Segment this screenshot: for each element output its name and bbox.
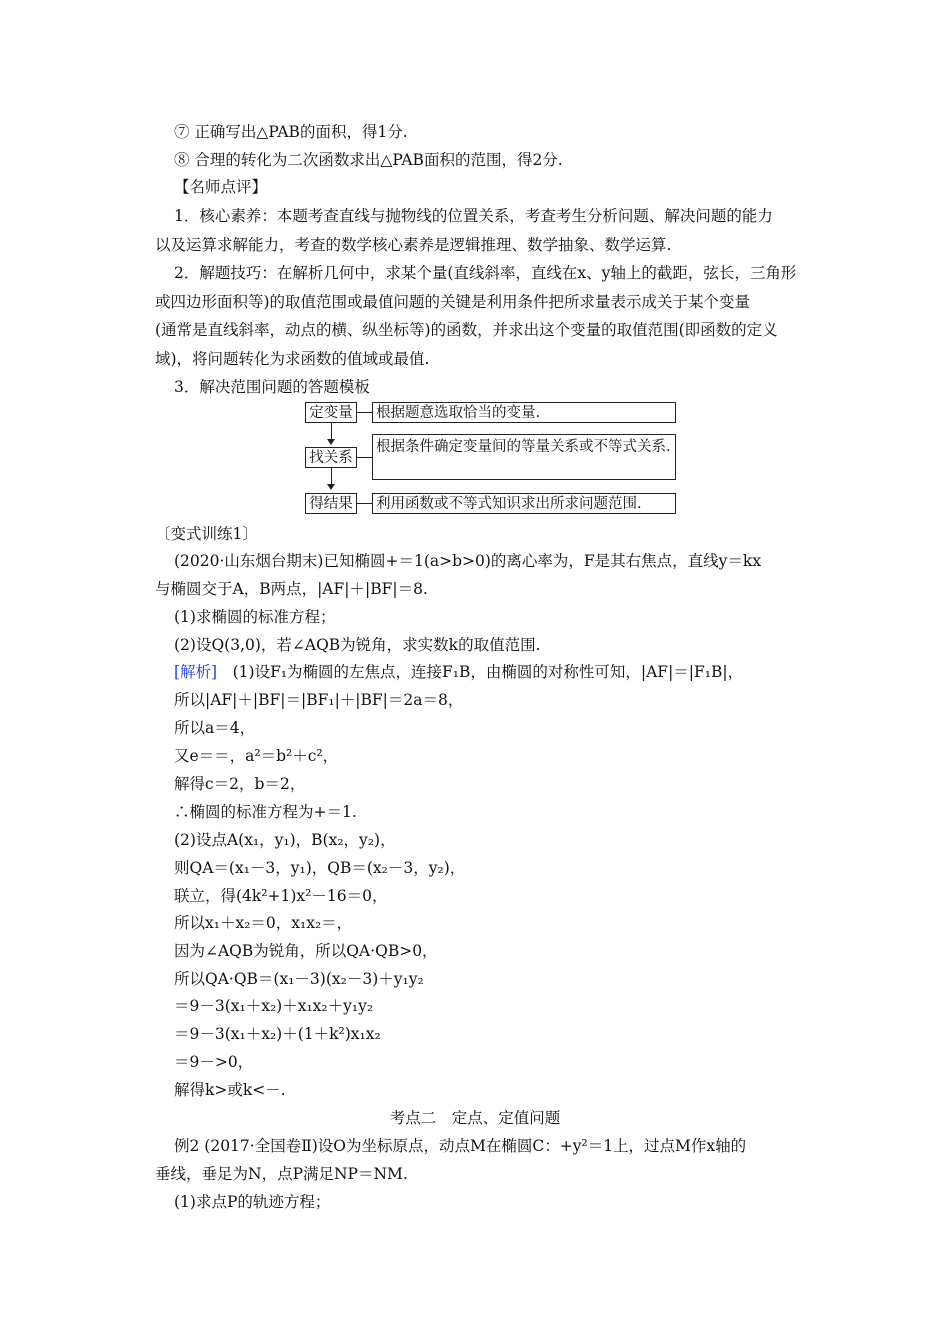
comment-1-line-1: 1．核心素养：本题考查直线与抛物线的位置关系，考查考生分析问题、解决问题的能力 [174,207,773,225]
flow-desc-define-variable: 根据题意选取恰当的变量. [372,402,676,423]
solution-line-4: 又e＝＝，a²＝b²＋c²， [174,747,339,765]
down-arrow-icon [327,484,335,490]
flow-step-get-result: 得结果 [305,493,357,514]
solution-line-14: ＝9－3(x₁＋x₂)＋(1＋k²)x₁x₂ [174,1025,381,1043]
example-2-part-1: (1)求点P的轨迹方程； [174,1193,331,1211]
solution-line-16: 解得k>或k<－. [174,1081,286,1099]
solution-line-12: 所以QA·QB＝(x₁－3)(x₂－3)＋y₁y₂ [174,970,424,988]
comment-2-line-3: (通常是直线斜率，动点的横、纵坐标等)的函数，并求出这个变量的取值范围(即函数的定义 [155,321,778,339]
solution-line-6: ∴椭圆的标准方程为+＝1. [174,803,357,821]
solution-tag: [解析] [174,663,218,681]
solution-line-8: 则QA＝(x₁－3，y₁)，QB＝(x₂－3，y₂)， [174,859,466,877]
comment-2-line-2: 或四边形面积等)的取值范围或最值问题的关键是利用条件把所求量表示成关于某个变量 [155,293,751,311]
solution-line-5: 解得c＝2，b＝2， [174,775,306,793]
solution-line-7: (2)设点A(x₁，y₁)，B(x₂，y₂)， [174,831,396,849]
flow-step-find-relation: 找关系 [305,447,357,468]
flow-step-define-variable: 定变量 [305,402,357,423]
solution-line-15: ＝9－>0， [174,1053,254,1071]
comment-3-heading: 3．解决范围问题的答题模板 [174,378,370,396]
solution-line-1: [解析] (1)设F₁为椭圆的左焦点，连接F₁B，由椭圆的对称性可知，|AF|＝|F₁B|， [174,663,744,681]
problem-part-1: (1)求椭圆的标准方程； [174,608,336,626]
comment-1-line-2: 以及运算求解能力，考查的数学核心素养是逻辑推理、数学抽象、数学运算. [155,236,672,254]
solution-line-2: 所以|AF|＋|BF|＝|BF₁|＋|BF|＝2a＝8， [174,691,464,709]
problem-statement-line-2: 与椭圆交于A，B两点，|AF|＋|BF|＝8. [155,580,428,598]
connector-line [357,412,372,413]
solution-line-10: 所以x₁＋x₂＝0，x₁x₂＝， [174,914,353,932]
flow-desc-find-relation: 根据条件确定变量间的等量关系或不等式关系. [372,434,676,480]
solution-line-9: 联立，得(4k²+1)x²－16＝0， [174,887,388,905]
comment-2-line-1: 2．解题技巧：在解析几何中，求某个量(直线斜率，直线在x、y轴上的截距，弦长，三角形 [174,264,797,282]
connector-line [357,457,372,458]
connector-line [357,503,372,504]
section-title-fixed-point: 考点二 定点、定值问题 [389,1109,561,1127]
problem-part-2: (2)设Q(3,0)，若∠AQB为锐角，求实数k的取值范围. [174,636,541,654]
comment-2-line-4: 域)，将问题转化为求函数的值域或最值. [155,350,430,368]
solution-line-11: 因为∠AQB为锐角，所以QA·QB>0， [174,942,438,960]
variant-training-heading: 〔变式训练1〕 [155,525,258,543]
section-heading-teacher-comment: 【名师点评】 [174,178,268,196]
down-arrow-icon [327,439,335,445]
solution-line-13: ＝9－3(x₁＋x₂)＋x₁x₂＋y₁y₂ [174,997,374,1015]
scoring-item-8: ⑧ 合理的转化为二次函数求出△PAB面积的范围，得2分. [174,151,563,169]
scoring-item-7: ⑦ 正确写出△PAB的面积，得1分. [174,123,408,141]
answer-template-flowchart [305,402,680,517]
flow-desc-get-result: 利用函数或不等式知识求出所求问题范围. [372,493,676,514]
solution-line-3: 所以a＝4， [174,719,256,737]
example-2-line-1: 例2 (2017·全国卷Ⅱ)设O为坐标原点，动点M在椭圆C：+y²＝1上，过点M作x轴的 [174,1137,747,1155]
problem-statement-line-1: (2020·山东烟台期末)已知椭圆+＝1(a>b>0)的离心率为，F是其右焦点，直线y＝kx [174,552,762,570]
example-2-line-2: 垂线，垂足为N，点P满足NP＝NM. [155,1165,408,1183]
